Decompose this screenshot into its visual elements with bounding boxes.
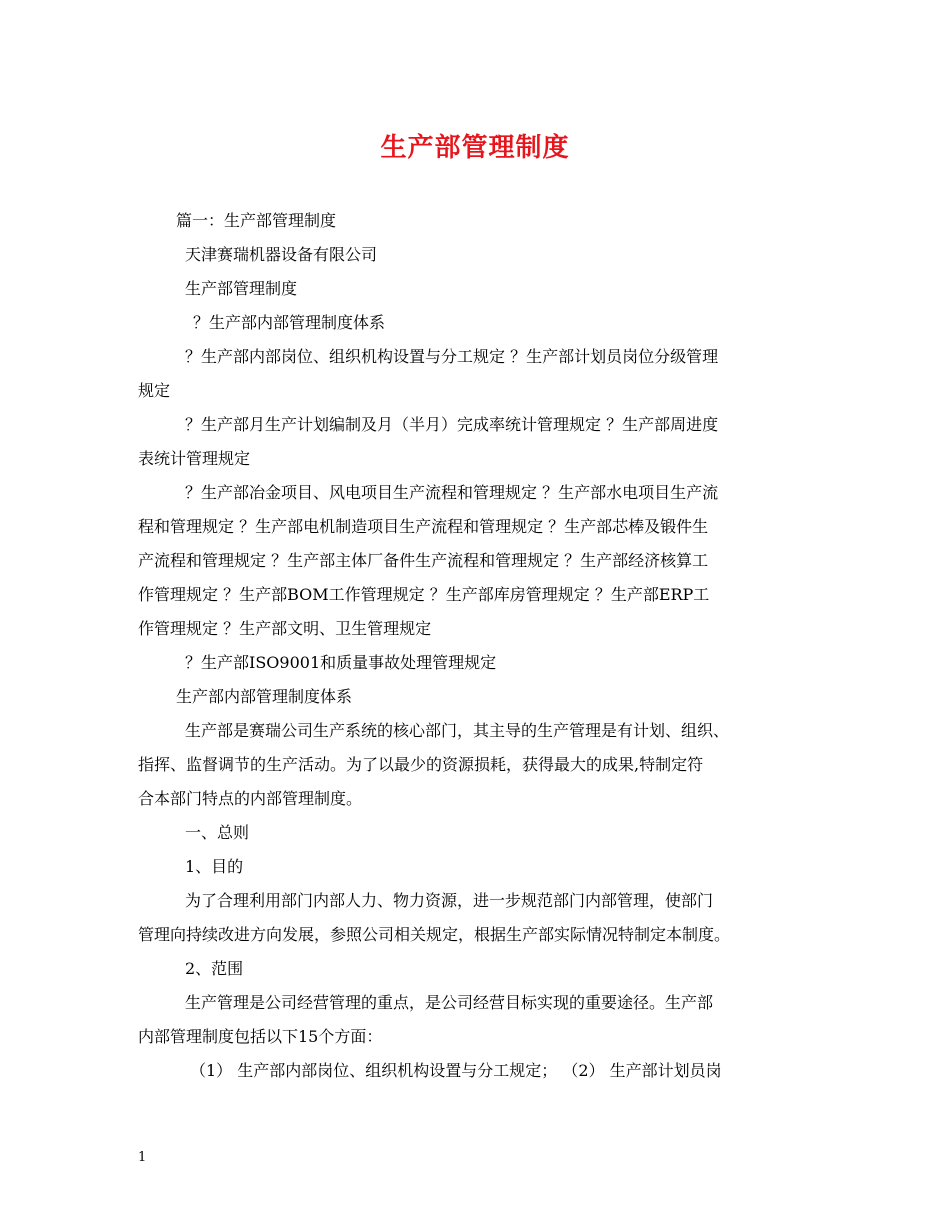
subsection-heading: 2、范围: [185, 959, 244, 978]
paragraph-line: 作管理规定 ？生产部BOM工作管理规定 ？生产部库房管理规定 ？生产部ERP工: [138, 585, 710, 604]
paragraph-line: 程和管理规定 ？生产部电机制造项目生产流程和管理规定 ？生产部芯棒及锻件生: [138, 517, 709, 536]
paragraph-line: 为了合理利用部门内部人力、物力资源，进一步规范部门内部管理，使部门: [185, 891, 714, 910]
document-body: [138, 204, 818, 1088]
paragraph-line: 生产管理是公司经营管理的重点，是公司经营目标实现的重要途径。生产部: [185, 993, 714, 1012]
paragraph-line: 指挥、监督调节的生产活动。为了以最少的资源损耗，获得最大的成果,特制定符: [138, 755, 704, 774]
paragraph-line: 规定: [138, 381, 171, 400]
paragraph-line: ？生产部内部岗位、组织机构设置与分工规定 ？生产部计划员岗位分级管理: [185, 347, 719, 366]
paragraph-line: 管理向持续改进方向发展，参照公司相关规定，根据生产部实际情况特制定本制度。: [138, 925, 731, 944]
paragraph-line: ？生产部ISO9001和质量事故处理管理规定: [185, 653, 497, 672]
paragraph-line: 生产部内部管理制度体系: [176, 687, 353, 706]
page-number: 1: [138, 1150, 147, 1165]
paragraph-line: 表统计管理规定: [138, 449, 251, 468]
paragraph-line: 内部管理制度包括以下15个方面：: [138, 1027, 383, 1046]
document-title: 生产部管理制度: [380, 133, 570, 163]
subsection-heading: 1、目的: [185, 857, 244, 876]
paragraph-line: 篇一：生产部管理制度: [176, 211, 337, 230]
paragraph-line: 产流程和管理规定 ？生产部主体厂备件生产流程和管理规定 ？生产部经济核算工: [138, 551, 709, 570]
paragraph-line: 生产部管理制度: [185, 279, 298, 298]
paragraph-line: 天津赛瑞机器设备有限公司: [185, 245, 378, 264]
paragraph-line: 作管理规定 ？生产部文明、卫生管理规定: [138, 619, 432, 638]
paragraph-line: （1） 生产部内部岗位、组织机构设置与分工规定； （2） 生产部计划员岗: [190, 1061, 722, 1080]
paragraph-line: ？生产部内部管理制度体系: [193, 313, 386, 332]
paragraph-line: ？生产部冶金项目、风电项目生产流程和管理规定 ？生产部水电项目生产流: [185, 483, 719, 502]
paragraph-line: 合本部门特点的内部管理制度。: [138, 789, 363, 808]
section-heading: 一、总则: [185, 823, 250, 842]
paragraph-line: 生产部是赛瑞公司生产系统的核心部门，其主导的生产管理是有计划、组织、: [185, 721, 730, 740]
paragraph-line: ？生产部月生产计划编制及月（半月）完成率统计管理规定 ？生产部周进度: [185, 415, 719, 434]
